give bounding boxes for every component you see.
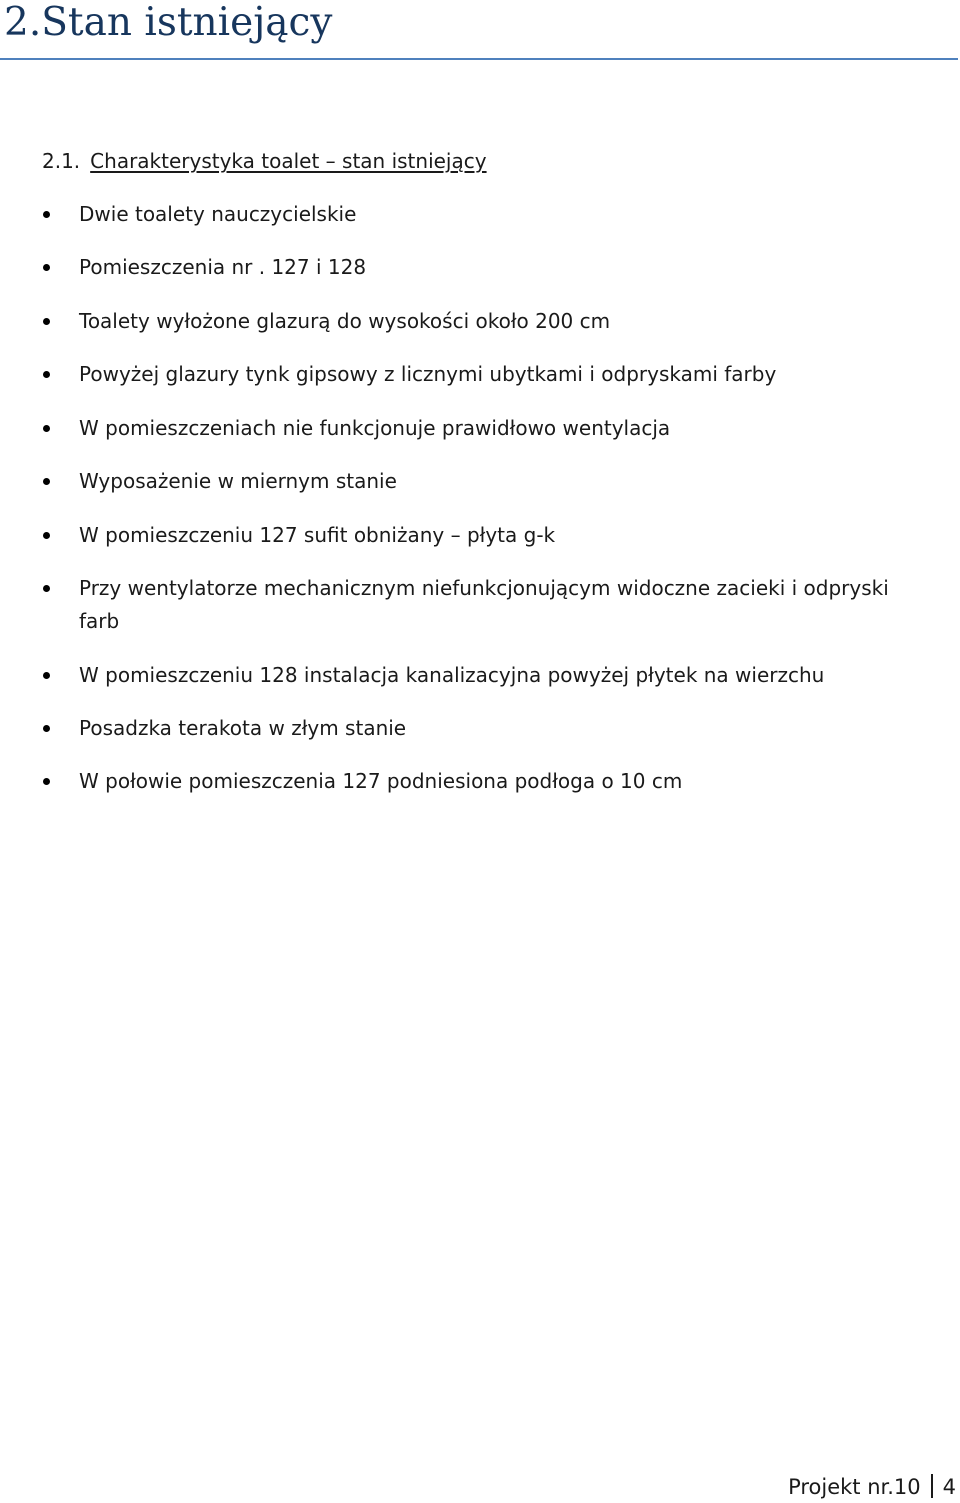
list-item-text: Przy wentylatorze mechanicznym niefunkcjonującym widoczne zacieki i odpryski farb	[79, 576, 889, 633]
footer-project-label: Projekt nr.10	[788, 1475, 921, 1499]
footer-page-number: 4	[942, 1475, 956, 1499]
list-item-text: W połowie pomieszczenia 127 podniesiona podłoga o 10 cm	[79, 769, 683, 793]
bullet-icon	[43, 425, 50, 432]
section-heading-text: 2.Stan istniejący	[4, 0, 333, 45]
subsection-number: 2.1.	[42, 149, 81, 173]
bullet-icon	[43, 585, 50, 592]
subsection-title: Charakterystyka toalet – stan istniejący	[90, 149, 487, 173]
list-item-text: W pomieszczeniu 127 sufit obniżany – płyta g-k	[79, 523, 556, 547]
list-item-text: W pomieszczeniach nie funkcjonuje prawidłowo wentylacja	[79, 416, 671, 440]
bullet-icon	[43, 672, 50, 679]
bullet-icon	[43, 725, 50, 732]
section-heading	[0, 0, 958, 60]
list-item-text: Dwie toalety nauczycielskie	[79, 202, 357, 226]
bullet-icon	[43, 778, 50, 785]
bullet-icon	[43, 371, 50, 378]
list-item-text: Pomieszczenia nr . 127 i 128	[79, 255, 367, 279]
footer-separator	[931, 1474, 933, 1498]
subsection-heading	[42, 148, 487, 174]
bullet-icon	[43, 478, 50, 485]
page-footer	[788, 1473, 956, 1503]
list-item-text: Wyposażenie w miernym stanie	[79, 469, 397, 493]
list-item-text: Posadzka terakota w złym stanie	[79, 716, 407, 740]
bullet-icon	[43, 532, 50, 539]
bullet-icon	[43, 264, 50, 271]
list-item-text: Powyżej glazury tynk gipsowy z licznymi ubytkami i odpryskami farby	[79, 362, 777, 386]
bullet-icon	[43, 211, 50, 218]
list-item-text: W pomieszczeniu 128 instalacja kanalizacyjna powyżej płytek na wierzchu	[79, 663, 825, 687]
list-item-text: Toalety wyłożone glazurą do wysokości około 200 cm	[79, 309, 611, 333]
bullet-icon	[43, 318, 50, 325]
